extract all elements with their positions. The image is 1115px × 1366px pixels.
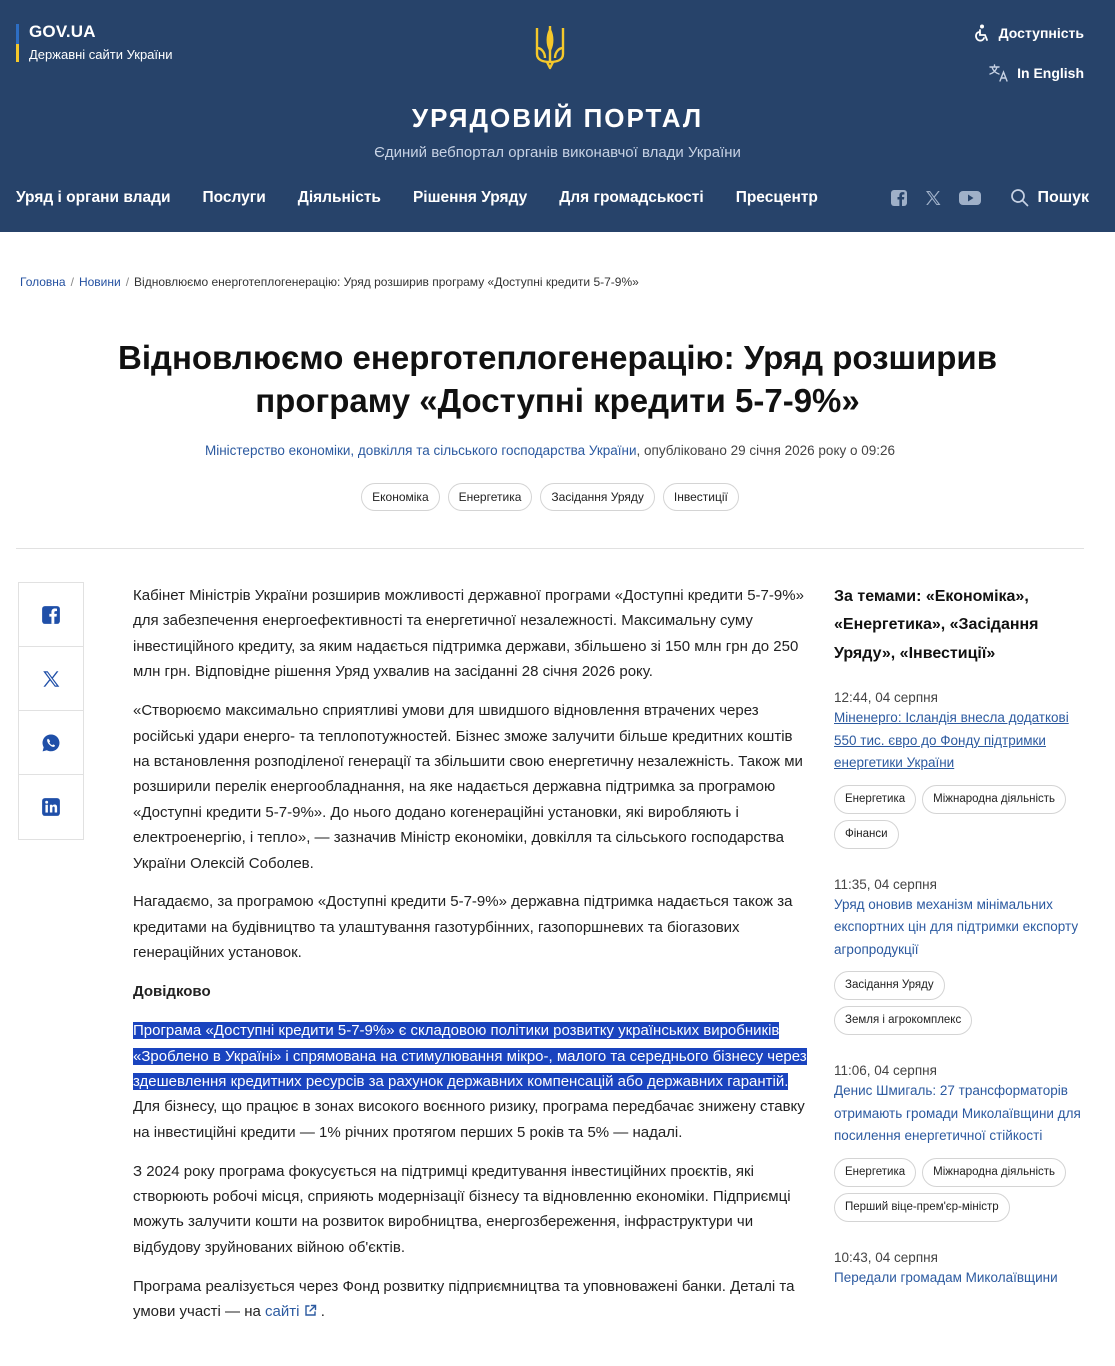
page-title: Відновлюємо енерготеплогенерацію: Уряд розширив програму «Доступні кредити 5-7-9%» [118,339,997,419]
article-paragraph: Нагадаємо, за програмою «Доступні кредити 5-7-9%» державна підтримка надається також за кредитами на будівництво та улаштування газотурбінних, газопоршневих та біогазових генераційних установок. [133,893,793,962]
news-time: 11:35, 04 серпня [834,876,937,892]
tag-economy[interactable]: Економіка [361,483,439,511]
share-panel [18,582,84,840]
portal-subtitle: Єдиний вебпортал органів виконавчої влади України [374,144,741,161]
main-nav [16,189,818,207]
paragraph-text: Для бізнесу, що працює в зонах високого воєнного ризику, програма передбачає знижену ставку на інвестиційні кредити — 1% річних протягом перших 5 років та 5% — надалі. [133,1098,805,1141]
breadcrumb-home[interactable]: Головна [20,275,66,289]
social-links [890,189,982,207]
news-tag[interactable]: Міжнародна діяльність [922,785,1066,814]
news-time: 11:06, 04 серпня [834,1063,937,1079]
news-tag[interactable]: Засідання Уряду [834,971,945,1000]
paragraph-text: . [316,1303,325,1321]
nav-item-press[interactable]: Пресцентр [735,189,818,206]
nav-item-activity[interactable]: Діяльність [297,189,381,206]
news-tag[interactable]: Фінанси [834,820,899,849]
tag-energy[interactable]: Енергетика [448,483,533,511]
share-x-button[interactable] [19,647,83,711]
language-switch[interactable] [989,64,1084,82]
news-item [834,1250,1084,1290]
news-time: 12:44, 04 серпня [834,690,938,706]
external-link-icon[interactable] [304,1304,317,1317]
selected-text[interactable]: Програма «Доступні кредити 5-7-9%» є складовою політики розвитку українських виробників «Зроблено в Україні» і спрямована на стимулювання мікро-, малого та середнього бізнесу через здешевлення кредитних ресурсів за рахунок державних компенсацій або державних гарантій. [133,1022,807,1090]
linkedin-icon [41,797,61,817]
article-quote: «Створюємо максимально сприятливі умови для швидшого відновлення втрачених через російські удари енерго- та теплопотужностей. Бізнес зможе залучити більше кредитних коштів на встановлення розподіленої генерації та збільшити свою енергетичну незалежність. Також ми розширили перелік енергообладнання, на яке надається державна підтримка за програмою «Доступні кредити 5-7-9%». До нього додано когенераційні установки, які виробляють і електроенергію, і тепло», — зазначив Міністр економіки, довкілля та сільського господарства України Олексій Соболев. [133,702,803,872]
whatsapp-icon [41,733,61,753]
news-tag[interactable]: Перший віце-прем'єр-міністр [834,1193,1010,1222]
search-button[interactable] [1010,188,1089,207]
trident-icon[interactable] [533,24,567,70]
sidebar [834,583,1084,1317]
nav-item-decisions[interactable]: Рішення Уряду [412,189,528,206]
news-tag[interactable]: Міжнародна діяльність [922,1158,1066,1187]
news-tag[interactable]: Земля і агрокомплекс [834,1006,972,1035]
article-body [133,583,813,1338]
flag-bar [16,24,19,64]
news-tag[interactable]: Енергетика [834,1158,916,1187]
ministry-link[interactable]: Міністерство економіки, довкілля та сільського господарства України [204,443,637,458]
gov-ua-subtitle: Державні сайти України [29,47,173,62]
gov-ua-title: GOV.UA [29,22,96,41]
publish-date: , опубліковано 29 січня 2026 року о 09:26 [636,443,896,458]
news-link[interactable]: Уряд оновив механізм мінімальних експортних цін для підтримки експорту агропродукції [834,896,1079,957]
news-tags [834,971,1084,1035]
gov-ua-brand[interactable] [16,22,172,62]
nav-item-public[interactable]: Для громадськості [559,189,704,206]
site-header [0,0,1115,232]
breadcrumb-current: Відновлюємо енерготеплогенерацію: Уряд розширив програму «Доступні кредити 5-7-9%» [134,275,639,289]
accessibility-label: Доступність [998,25,1084,41]
translate-icon [989,64,1009,82]
news-time: 10:43, 04 серпня [834,1249,938,1265]
news-item [834,1063,1084,1222]
accessibility-button[interactable] [973,24,1084,42]
sidebar-heading: За темами: «Економіка», «Енергетика», «Засідання Уряду», «Інвестиції» [834,588,1039,662]
article-paragraph: З 2024 року програма фокусується на підтримці кредитування інвестиційних проєктів, які створюють робочі місця, сприяють модернізації бізнесу та відновленню економіки. Підприємці можуть залучити кошти на розвиток виробництва, енергозбереження, інфраструктури чи відбудову зруйнованих війною об'єктів. [133,1162,791,1256]
share-linkedin-button[interactable] [19,775,83,839]
divider [16,548,1084,549]
news-link[interactable]: Передали громадам Миколаївщини [834,1269,1058,1285]
youtube-icon[interactable] [958,189,982,207]
x-icon [41,669,61,689]
paragraph-text: Програма реалізується через Фонд розвитку підприємництва та уповноважені банки. Деталі та умови участі — на [133,1277,795,1321]
accessibility-icon [973,24,991,42]
breadcrumb-news[interactable]: Новини [78,275,121,289]
news-link[interactable]: Міненерго: Ісландія внесла додаткові 550 тис. євро до Фонду підтримки енергетики України [834,710,1069,771]
news-tag[interactable]: Енергетика [834,785,916,814]
facebook-icon [41,605,61,625]
portal-title[interactable]: УРЯДОВИЙ ПОРТАЛ [411,103,704,133]
news-tags [834,1158,1084,1222]
news-item [834,690,1084,849]
tag-investments[interactable]: Інвестиції [663,483,739,511]
article-tags [0,483,1100,511]
language-label: In English [1017,65,1084,81]
nav-item-government[interactable]: Уряд і органи влади [16,189,171,206]
reference-heading: Довідково [133,983,211,1001]
tag-government-meeting[interactable]: Засідання Уряду [540,483,654,511]
share-facebook-button[interactable] [19,583,83,647]
share-whatsapp-button[interactable] [19,711,83,775]
search-icon [1010,188,1029,207]
article-paragraph [133,1018,813,1145]
article-meta [0,443,1100,458]
news-tags [834,785,1084,849]
facebook-icon[interactable] [890,189,908,207]
news-item [834,877,1084,1036]
search-label: Пошук [1037,188,1089,206]
nav-item-services[interactable]: Послуги [202,189,266,206]
external-site-link[interactable] [265,1303,299,1320]
article-paragraph: Кабінет Міністрів України розширив можливості державної програми «Доступні кредити 5-7-9%» для забезпечення енергоефективності та енергетичної незалежності. Максимальну суму інвестиційного кредиту, за яким надається підтримка держави, збільшено зі 150 млн грн до 250 млн грн. Відповідне рішення Уряд ухвалив на засіданні 28 січня 2026 року. [133,587,804,681]
x-icon[interactable] [924,189,942,207]
breadcrumb-separator: / [70,275,74,289]
article-paragraph [133,1274,813,1325]
news-link[interactable]: Денис Шмигаль: 27 трансформаторів отримають громади Миколаївщини для посилення енергетичної стійкості [834,1083,1081,1144]
breadcrumb [20,275,639,289]
link-label: сайті [265,1303,300,1321]
breadcrumb-separator: / [125,275,130,289]
